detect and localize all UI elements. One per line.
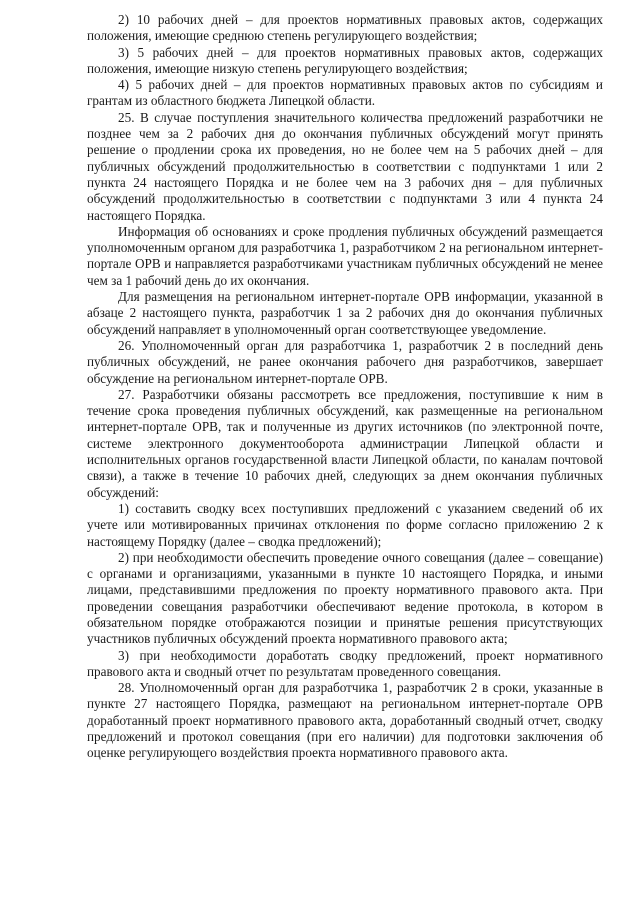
document-page <box>87 12 603 762</box>
paragraph-item-24-3: 3) 5 рабочих дней – для проектов нормативных правовых актов, содержащих положения, имеющие низкую степень регулирующего воздействия; <box>87 44 603 76</box>
paragraph-clause-25: 25. В случае поступления значительного количества предложений разработчики не позднее чем за 2 рабочих дня до окончания публичных обсуждений могут принять решение о продлении срока их проведения, но не более чем на 5 рабочих дней – для публичных обсуждений продолжительностью в соответствии с подпунктами 1 или 2 пункта 24 настоящего Порядка и не более чем на 3 рабочих дня – для публичных обсуждений продолжительностью в соответствии с подпунктами 3 или 4 пункта 24 настоящего Порядка. <box>87 109 603 223</box>
paragraph-clause-25-info: Информация об основаниях и сроке продления публичных обсуждений размещается уполномоченным органом для разработчика 1, разработчиком 2 на региональном интернет-портале ОРВ и направляется разработчиками участникам публичных обсуждений не менее чем за 1 рабочий день до их окончания. <box>87 223 603 288</box>
paragraph-clause-28: 28. Уполномоченный орган для разработчика 1, разработчик 2 в сроки, указанные в пункте 27 настоящего Порядка, размещают на региональном интернет-портале ОРВ доработанный проект нормативного правового акта, доработанный сводный отчет, сводку предложений и протокол совещания (при его наличии) для подготовки заключения об оценке регулирующего воздействия проекта нормативного правового акта. <box>87 680 603 761</box>
paragraph-item-27-1: 1) составить сводку всех поступивших предложений с указанием сведений об их учете или мотивированных причинах отклонения по форме согласно приложению 2 к настоящему Порядку (далее – сводка предложений); <box>87 500 603 549</box>
paragraph-item-27-3: 3) при необходимости доработать сводку предложений, проект нормативного правового акта и сводный отчет по результатам проведенного совещания. <box>87 647 603 679</box>
paragraph-item-24-2: 2) 10 рабочих дней – для проектов нормативных правовых актов, содержащих положения, имеющие среднюю степень регулирующего воздействия; <box>87 12 603 44</box>
paragraph-item-24-4: 4) 5 рабочих дней – для проектов нормативных правовых актов по субсидиям и грантам из областного бюджета Липецкой области. <box>87 77 603 109</box>
paragraph-item-27-2: 2) при необходимости обеспечить проведение очного совещания (далее – совещание) с органами и организациями, указанными в пункте 10 настоящего Порядка, и иными лицами, представившими предложения по проекту нормативного правового акта. При проведении совещания разработчики обеспечивают ведение протокола, в котором в обязательном порядке отображаются позиции и принятые решения присутствующих участников публичных обсуждений проекта нормативного правового акта; <box>87 549 603 647</box>
paragraph-clause-26: 26. Уполномоченный орган для разработчика 1, разработчик 2 в последний день публичных обсуждений, не ранее окончания рабочего дня разработчиков, завершает обсуждение на региональном интернет-портале ОРВ. <box>87 337 603 386</box>
paragraph-clause-25-notice: Для размещения на региональном интернет-портале ОРВ информации, указанной в абзаце 2 настоящего пункта, разработчик 1 за 2 рабочих дня до окончания публичных обсуждений направляет в уполномоченный орган соответствующее уведомление. <box>87 289 603 337</box>
paragraph-clause-27: 27. Разработчики обязаны рассмотреть все предложения, поступившие к ним в течение срока проведения публичных обсуждений, как размещенные на региональном интернет-портале ОРВ, так и полученные из других источников (по электронной почте, системе электронного документооборота администрации Липецкой области и исполнительных органов государственной власти Липецкой области, по каналам почтовой связи), а также в течение 10 рабочих дней, следующих за днем окончания публичных обсуждений: <box>87 386 603 500</box>
